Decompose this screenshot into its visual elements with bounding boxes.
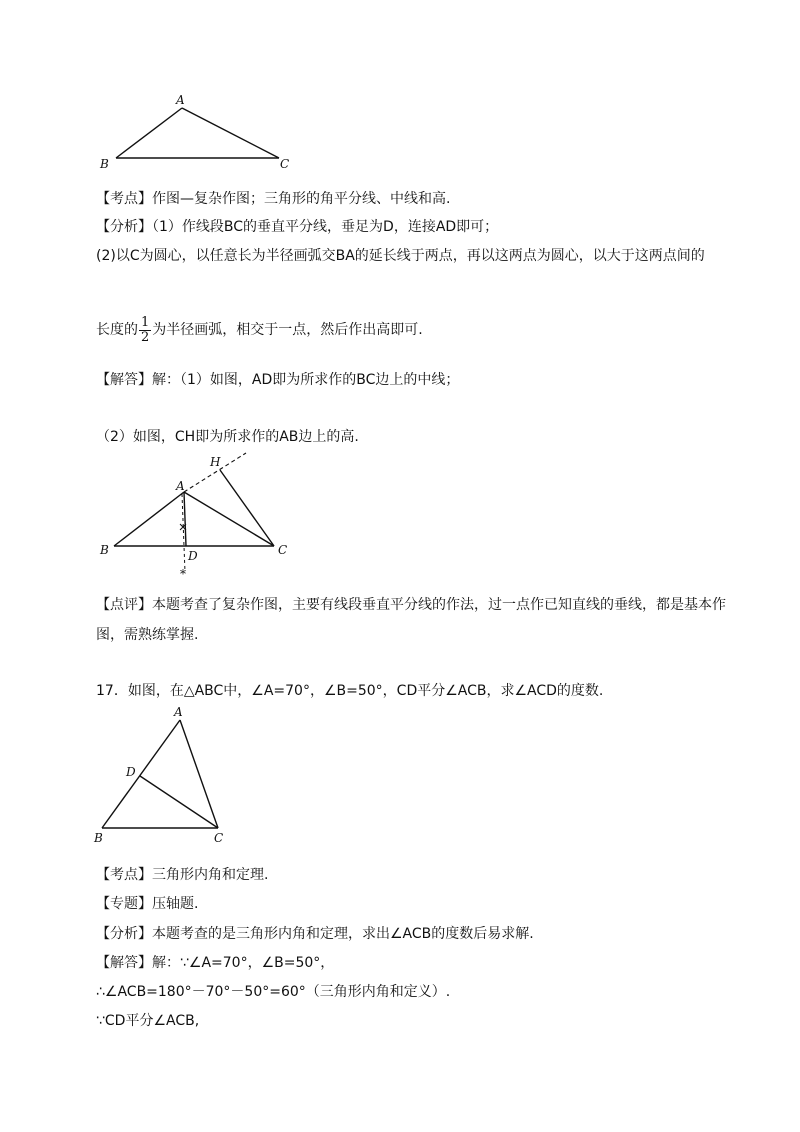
label-star: * — [180, 567, 186, 581]
figure-triangle-abc — [96, 88, 306, 172]
label-a: A — [174, 705, 183, 719]
label-b: B — [100, 157, 109, 171]
fraction-one-half — [139, 316, 151, 345]
label-h: H — [210, 455, 221, 469]
label-b: B — [94, 831, 103, 845]
label-b: B — [100, 543, 109, 557]
q16-fenxi-2: (2)以C为圆心，以任意长为半径画弧交BA的延长线于两点，再以这两点为圆心，以大于这两点间的 — [96, 248, 705, 264]
label-c: C — [278, 543, 288, 557]
q17-jieda-2: ∴∠ACB=180°－70°－50°=60°（三角形内角和定义）. — [96, 984, 451, 1000]
label-a: A — [176, 93, 185, 107]
segment-ab — [114, 492, 184, 546]
q16-jieda-2: （2）如图，CH即为所求作的AB边上的高. — [96, 429, 359, 445]
segment-ac — [180, 720, 218, 828]
q16-dianping-2: 图，需熟练掌握. — [96, 627, 199, 643]
q16-fenxi-3 — [96, 312, 423, 348]
label-c: C — [214, 831, 224, 845]
q16-jieda-1: 【解答】解：（1）如图，AD即为所求作的BC边上的中线； — [96, 372, 460, 388]
segment-ac — [182, 108, 279, 158]
q17-zhuanti: 【专题】压轴题. — [96, 896, 199, 912]
q17-question: 17．如图，在△ABC中，∠A=70°，∠B=50°，CD平分∠ACB，求∠ACD的度数. — [96, 683, 604, 699]
label-d: D — [126, 765, 136, 779]
fraction-denominator: 2 — [141, 329, 150, 345]
figure-triangle-abcd — [90, 702, 240, 848]
q16-fenxi-3-pre: 长度的 — [96, 322, 138, 338]
q17-kaodian: 【考点】三角形内角和定理. — [96, 867, 269, 883]
segment-cd — [140, 776, 218, 828]
q17-jieda-1: 【解答】解：∵∠A=70°，∠B=50°， — [96, 955, 335, 971]
q16-fenxi-1: 【分析】（1）作线段BC的垂直平分线，垂足为D，连接AD即可； — [96, 219, 499, 235]
segment-ab — [102, 720, 180, 828]
segment-ab — [116, 108, 182, 158]
label-c: C — [280, 157, 290, 171]
q17-jieda-3: ∵CD平分∠ACB, — [96, 1013, 200, 1029]
label-a: A — [176, 479, 185, 493]
segment-ad — [184, 492, 186, 546]
label-d: D — [188, 549, 198, 563]
q16-dianping-1: 【点评】本题考查了复杂作图，主要有线段垂直平分线的作法，过一点作已知直线的垂线，都是基本作 — [96, 597, 726, 613]
figure-construction — [96, 450, 316, 582]
q17-fenxi: 【分析】本题考查的是三角形内角和定理，求出∠ACB的度数后易求解. — [96, 926, 534, 942]
segment-ch — [220, 470, 274, 546]
q16-kaodian: 【考点】作图—复杂作图；三角形的角平分线、中线和高. — [96, 191, 451, 207]
q16-fenxi-3-post: 为半径画弧，相交于一点，然后作出高即可. — [152, 322, 423, 338]
segment-ac — [184, 492, 274, 546]
fraction-numerator: 1 — [141, 314, 150, 330]
